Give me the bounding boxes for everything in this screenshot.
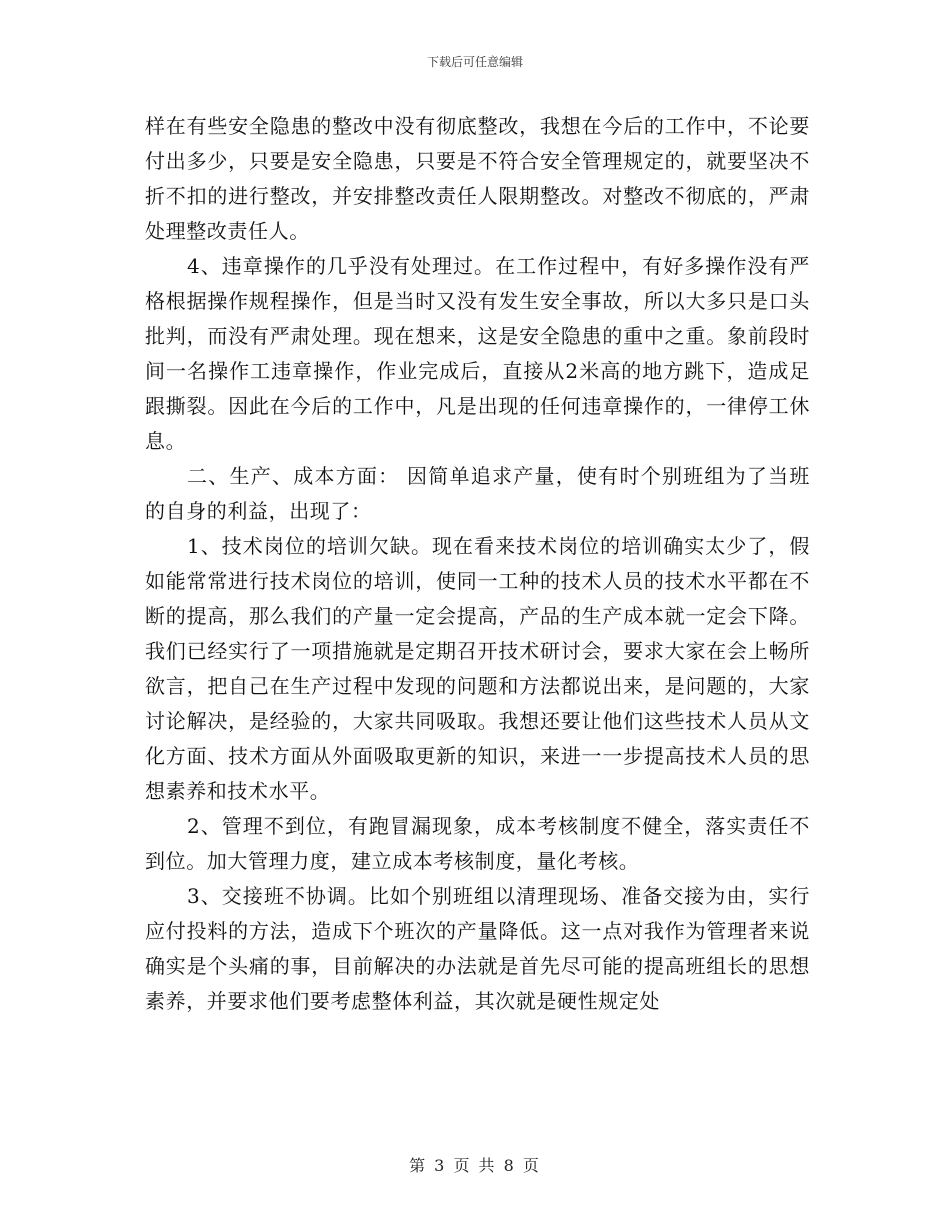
paragraph-1: 样在有些安全隐患的整改中没有彻底整改，我想在今后的工作中，不论要付出多少，只要是安全隐患，只要是不符合安全管理规定的，就要坚决不折不扣的进行整改，并安排整改责任人限期整改。对整改不彻底的，严肃处理整改责任人。: [145, 114, 810, 243]
paragraph-4: 1、技术岗位的培训欠缺。现在看来技术岗位的培训确实太少了，假如能常常进行技术岗位的培训，使同一工种的技术人员的技术水平都在不断的提高，那么我们的产量一定会提高，产品的生产成本就一定会下降。我们已经实行了一项措施就是定期召开技术研讨会，要求大家在会上畅所欲言，把自己在生产过程中发现的问题和方法都说出来，是问题的，大家讨论解决，是经验的，大家共同吸取。我想还要让他们这些技术人员从文化方面、技术方面从外面吸取更新的知识，来进一一步提高技术人员的思想素养和技术水平。: [145, 534, 810, 803]
paragraph-3: 二、生产、成本方面： 因简单追求产量，使有时个别班组为了当班的自身的利益，出现了：: [145, 464, 810, 523]
page-footer: 第 3 页 共 8 页: [409, 1156, 541, 1175]
paragraph-5: 2、管理不到位，有跑冒漏现象，成本考核制度不健全，落实责任不到位。加大管理力度，建立成本考核制度，量化考核。: [145, 814, 810, 873]
paragraph-6: 3、交接班不协调。比如个别班组以清理现场、准备交接为由，实行应付投料的方法，造成下个班次的产量降低。这一点对我作为管理者来说确实是个头痛的事，目前解决的办法就是首先尽可能的提高班组长的思想素养，并要求他们要考虑整体利益，其次就是硬性规定处: [145, 884, 810, 1013]
page-header: 下载后可任意编辑: [426, 55, 523, 69]
document-body: [145, 109, 810, 1019]
paragraph-2: 4、违章操作的几乎没有处理过。在工作过程中，有好多操作没有严格根据操作规程操作，但是当时又没有发生安全事故，所以大多只是口头批判，而没有严肃处理。现在想来，这是安全隐患的重中之重。象前段时间一名操作工违章操作，作业完成后，直接从2米高的地方跳下，造成足跟撕裂。因此在今后的工作中，凡是出现的任何违章操作的，一律停工休息。: [145, 254, 810, 453]
